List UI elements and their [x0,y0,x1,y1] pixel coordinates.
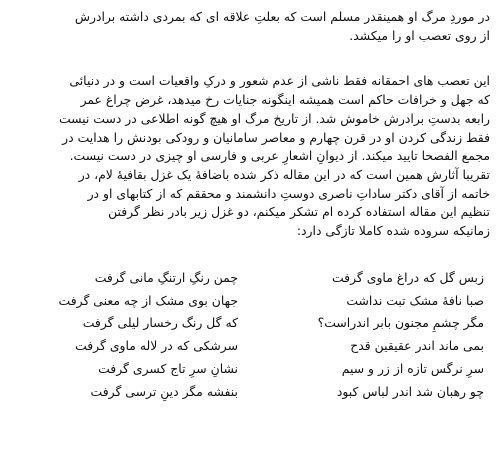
poem-hemistich-second: که گل رنگ رخسار لیلی گرفت [82,315,238,331]
poem-hemistich-second: بنفشه مگر دینِ ترسی گرفت [90,383,238,399]
poem-hemistich-first: چو رهبان شد اندر لباس کبود [336,383,484,399]
paragraph-main [10,72,490,240]
text-line: رابعه بدستِ برادرش خاموش شد. از تاریخ مرگ او هیچ گونه اطلاعی در دست نیست [58,110,490,126]
poem-couplet [10,381,490,404]
text-line: فقط زندگی کردن او در قرن چهارم و معاصر سامانیان و رودکی بودنش را هدایت در [62,129,490,145]
text-line: زمانیکه سروده شده کاملا تازگی دارد: [296,223,490,239]
poem-couplet [10,312,490,335]
poem-couplet [10,335,490,358]
poem-hemistich-first: بمی ماند اندر عقیقین قدح [350,338,484,354]
paragraph-gap [10,45,490,72]
poem-hemistich-second: نشانِ سرِ تاج کسری گرفت [98,360,238,376]
poem-hemistich-first: مگر چشمِ مجنون بابر اندراست؟ [317,315,484,331]
text-line: که جهل و خرافات حاکم است همیشه اینگونه جنایات رخ میدهد، غرض چراغ عمر [80,92,490,108]
text-line: در موردِ مرگ او همینقدر مسلم است که بعلتِ علاقه ای که بمردی داشته برادرش [74,9,490,24]
text-line: تقریبا آثارش همین است که در این مقاله ذکر شده باضافهٔ یک غزل بقافیهٔ لام، در [78,166,490,182]
poem-hemistich-first: صبا نافهٔ مشک تبت نداشت [346,292,484,308]
poem-couplet [10,267,490,290]
text-line: مجمع الفصحا تایید میکند. از دیوانِ اشعارِ عربی و فارسی او چیزی در دست نیست. [69,148,490,164]
text-line: تنظیم این مقاله استفاده کرده ام تشکر میکنم، دو غزل زیر بادر نظر گرفتن [108,204,490,220]
poem-hemistich-second: سرشکی که در لاله ماوی گرفت [75,338,238,354]
poem [10,267,490,404]
text-line: این تعصب های احمقانه فقط ناشی از عدم شعور و درکِ واقعیات است و در دنیائی [69,73,490,89]
poem-hemistich-second: جهان بوی مشک از چه معنی گرفت [58,292,238,308]
poem-couplet [10,358,490,381]
poem-hemistich-first: سرِ نرگس تازه از زر و سیم [341,360,484,376]
poem-couplet [10,290,490,313]
poem-hemistich-first: زبس گل که دراغ ماوی گرفت [331,269,484,285]
poem-hemistich-second: چمن رنگِ ارتنگِ مانی گرفت [94,269,238,285]
text-line: از روی تعصب او را میکشد. [349,27,490,43]
paragraph-intro [10,8,490,45]
text-line: خاتمه از آقای دکتر ساداتِ ناصری دوستِ دانشمند و محققم که از کتابهای او در [87,185,490,201]
